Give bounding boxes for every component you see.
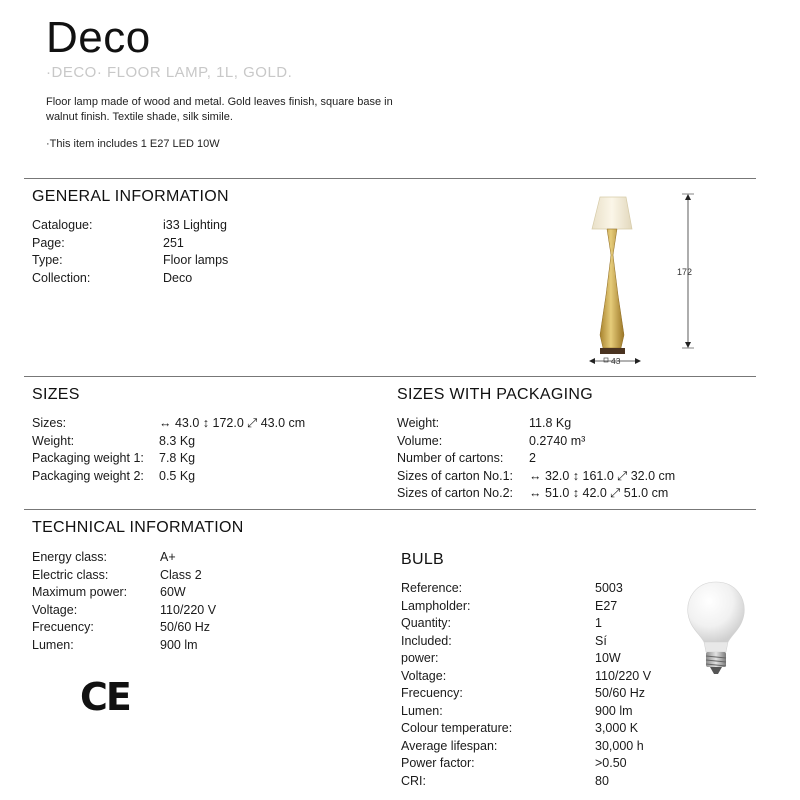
row-value: 60W	[160, 585, 186, 599]
technical-row	[32, 584, 216, 602]
general-row	[32, 235, 228, 253]
technical-heading: TECHNICAL INFORMATION	[32, 519, 244, 536]
row-value: Floor lamps	[163, 253, 229, 267]
led-bulb-icon	[680, 578, 752, 688]
bulb-row	[401, 668, 651, 686]
row-value: 3,000 K	[595, 721, 639, 735]
row-value: 10W	[595, 651, 621, 665]
bulb-heading: BULB	[401, 551, 444, 568]
bulb-table	[401, 580, 651, 790]
section-divider	[24, 509, 756, 510]
row-value: E27	[595, 598, 618, 613]
row-value: 30,000 h	[595, 738, 644, 753]
row-value: 900 lm	[160, 637, 198, 652]
width-dimension-label: 43	[611, 356, 621, 366]
row-label: Packaging weight 2:	[32, 468, 144, 483]
includes-note: ·This item includes 1 E27 LED 10W	[46, 138, 220, 150]
packaging-row	[397, 433, 675, 451]
row-label: power:	[401, 651, 439, 665]
row-label: Frecuency:	[401, 686, 463, 700]
row-value: Sí	[595, 633, 607, 648]
row-label: Catalogue:	[32, 218, 93, 232]
row-label: Sizes:	[32, 416, 67, 430]
row-value: 110/220 V	[160, 602, 217, 617]
lamp-shade-icon	[592, 197, 632, 229]
row-label: Voltage:	[401, 668, 447, 683]
row-value: 50/60 Hz	[160, 620, 211, 634]
sizes-table	[32, 415, 305, 485]
packaging-row	[397, 468, 675, 486]
row-label: Lampholder:	[401, 598, 471, 613]
lamp-base-icon	[600, 348, 625, 354]
row-label: Sizes of carton No.1:	[397, 468, 514, 483]
general-table	[32, 217, 228, 287]
technical-row	[32, 637, 216, 655]
row-value: 8.3 Kg	[159, 433, 196, 448]
product-title: Deco	[46, 13, 151, 62]
row-value: >0.50	[595, 756, 627, 770]
row-value: 110/220 V	[595, 668, 652, 683]
technical-row	[32, 549, 216, 567]
bulb-row	[401, 615, 651, 633]
sizes-heading: SIZES	[32, 386, 80, 403]
general-row	[32, 217, 228, 235]
row-label: Included:	[401, 633, 452, 648]
row-label: Collection:	[32, 270, 91, 285]
row-value: Class 2	[160, 567, 202, 582]
row-value: 2	[529, 451, 536, 465]
packaging-row	[397, 450, 675, 468]
lamp-dimension-drawing	[570, 185, 710, 370]
row-value: 900 lm	[595, 703, 633, 718]
row-value: ↔ 32.0 ↕ 161.0 ⤢ 32.0 cm	[529, 468, 676, 483]
lamp-stem-icon	[600, 229, 624, 348]
product-subtitle: ·DECO· FLOOR LAMP, 1L, GOLD.	[46, 64, 293, 81]
bulb-row	[401, 650, 651, 668]
technical-row	[32, 619, 216, 637]
bulb-row	[401, 703, 651, 721]
section-divider	[24, 178, 756, 179]
technical-row	[32, 567, 216, 585]
row-label: Lumen:	[32, 637, 74, 652]
general-row	[32, 252, 228, 270]
packaging-heading: SIZES WITH PACKAGING	[397, 386, 593, 403]
row-label: Reference:	[401, 581, 463, 595]
row-value: 50/60 Hz	[595, 686, 646, 700]
product-description: Floor lamp made of wood and metal. Gold leaves finish, square base in walnut finish. Textile shade, silk simile.	[46, 96, 393, 123]
height-dimension-label: 172	[677, 267, 693, 277]
packaging-row	[397, 415, 675, 433]
row-label: Voltage:	[32, 602, 78, 617]
section-divider	[24, 376, 756, 377]
row-value: ↔ 43.0 ↕ 172.0 ⤢ 43.0 cm	[159, 416, 306, 430]
row-label: Energy class:	[32, 550, 108, 564]
bulb-row	[401, 580, 651, 598]
row-label: Weight:	[397, 416, 440, 430]
bulb-row	[401, 738, 651, 756]
row-label: CRI:	[401, 773, 426, 788]
row-label: Frecuency:	[32, 620, 94, 634]
sizes-row	[32, 433, 305, 451]
row-value: 1	[595, 616, 602, 630]
row-label: Lumen:	[401, 703, 443, 718]
row-label: Power factor:	[401, 756, 475, 770]
row-value: 80	[595, 773, 609, 788]
row-label: Volume:	[397, 433, 443, 448]
row-label: Maximum power:	[32, 585, 128, 599]
row-label: Packaging weight 1:	[32, 451, 144, 465]
row-label: Sizes of carton No.2:	[397, 486, 514, 500]
row-label: Colour temperature:	[401, 721, 513, 735]
general-heading: GENERAL INFORMATION	[32, 188, 229, 205]
row-label: Electric class:	[32, 567, 109, 582]
bulb-row	[401, 773, 651, 791]
row-label: Quantity:	[401, 616, 452, 630]
sizes-row	[32, 450, 305, 468]
row-value: 0.2740 m³	[529, 433, 586, 448]
row-value: i33 Lighting	[163, 218, 227, 232]
row-label: Number of cartons:	[397, 451, 504, 465]
row-value: 11.8 Kg	[529, 416, 572, 430]
sizes-row	[32, 468, 305, 486]
row-value: ↔ 51.0 ↕ 42.0 ⤢ 51.0 cm	[529, 486, 669, 500]
row-label: Average lifespan:	[401, 738, 498, 753]
bulb-row	[401, 755, 651, 773]
bulb-row	[401, 598, 651, 616]
general-row	[32, 270, 228, 288]
packaging-table	[397, 415, 675, 503]
row-label: Page:	[32, 235, 65, 250]
bulb-row	[401, 633, 651, 651]
row-label: Type:	[32, 253, 63, 267]
bulb-row	[401, 685, 651, 703]
row-value: A+	[160, 550, 176, 564]
row-label: Weight:	[32, 433, 75, 448]
row-value: Deco	[163, 270, 193, 285]
row-value: 7.8 Kg	[159, 451, 196, 465]
row-value: 0.5 Kg	[159, 468, 196, 483]
sizes-row	[32, 415, 305, 433]
packaging-row	[397, 485, 675, 503]
technical-row	[32, 602, 216, 620]
bulb-row	[401, 720, 651, 738]
row-value: 5003	[595, 581, 623, 595]
technical-table	[32, 549, 216, 654]
row-value: 251	[163, 235, 184, 250]
ce-mark-icon: CE	[80, 675, 130, 719]
